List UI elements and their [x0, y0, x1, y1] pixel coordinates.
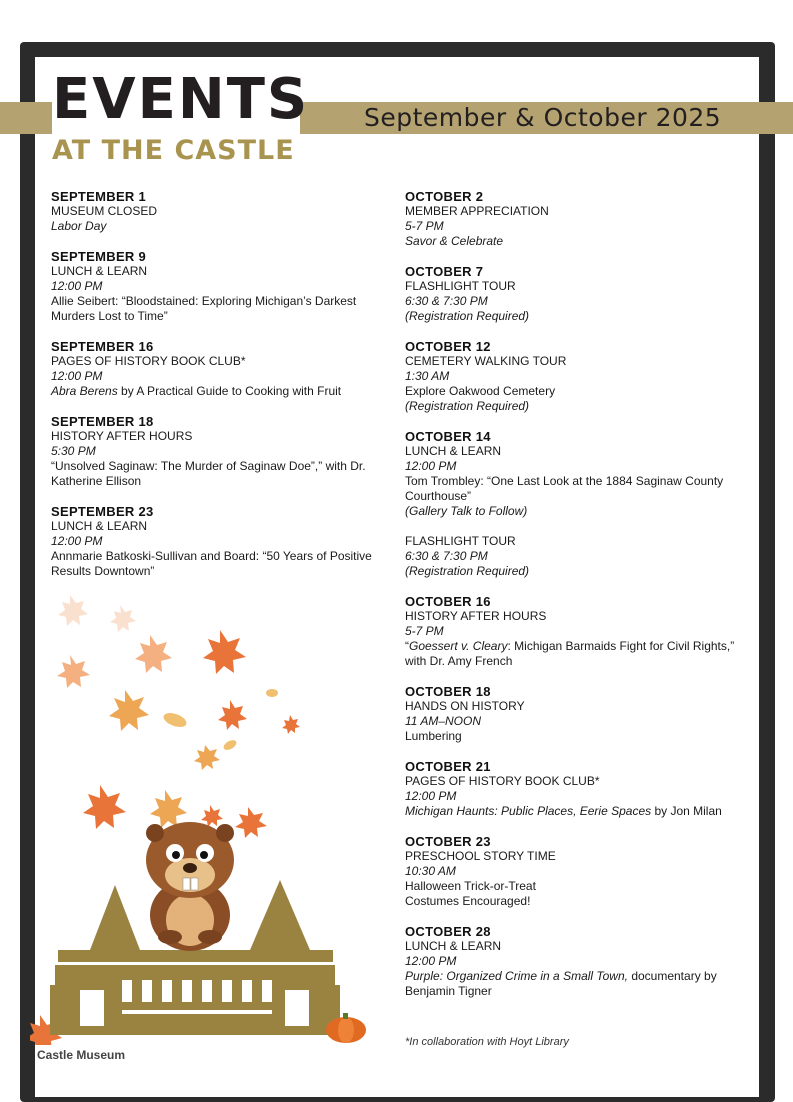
event-description: Lumbering — [405, 729, 462, 743]
event-time: 5-7 PM — [405, 624, 444, 638]
event-note: Savor & Celebrate — [405, 234, 504, 248]
film-detail: documentary by Benjamin Tigner — [405, 969, 717, 998]
event-description — [405, 804, 750, 819]
event-time: 12:00 PM — [405, 954, 457, 968]
event-oct-2 — [405, 189, 750, 249]
event-date: OCTOBER 18 — [405, 684, 491, 699]
event-date: OCTOBER 28 — [405, 924, 491, 939]
event-time: 6:30 & 7:30 PM — [405, 294, 488, 308]
talk-detail: : Michigan Barmaids Fight for Civil Rights,” with Dr. Amy French — [405, 639, 735, 668]
title-at-the-castle: AT THE CASTLE — [52, 135, 295, 166]
october-column — [405, 189, 750, 1014]
leaf-icon — [218, 700, 247, 730]
event-oct-14 — [405, 429, 750, 579]
book-author: by A Practical Guide to Cooking with Fruit — [117, 384, 342, 398]
case-title: Goessert v. Cleary — [409, 639, 508, 653]
event-sep-1 — [51, 189, 381, 234]
event-sep-9 — [51, 249, 381, 324]
book-title: Michigan Haunts: Public Places, Eerie Spaces — [405, 804, 652, 818]
event-title: PAGES OF HISTORY BOOK CLUB* — [51, 354, 246, 368]
leaf-icon — [201, 805, 223, 827]
event-time: 10:30 AM — [405, 864, 456, 878]
date-range: September & October 2025 — [364, 103, 722, 132]
event-title: LUNCH & LEARN — [405, 444, 502, 458]
event-title: MUSEUM CLOSED — [51, 204, 158, 218]
event-title: CEMETERY WALKING TOUR — [405, 354, 567, 368]
event-description — [405, 969, 750, 999]
event-title: HISTORY AFTER HOURS — [405, 609, 547, 623]
event-time: 12:00 PM — [51, 369, 103, 383]
leaf-icon — [109, 690, 149, 731]
event-time: 12:00 PM — [51, 534, 103, 548]
event-oct-7 — [405, 264, 750, 324]
event-date: OCTOBER 23 — [405, 834, 491, 849]
event-note: Labor Day — [51, 219, 107, 233]
autumn-illustration — [30, 585, 375, 1045]
leaf-icon — [58, 595, 88, 626]
leaf-icon — [222, 738, 238, 752]
book-title: Abra Berens — [51, 384, 118, 398]
book-author: by Jon Milan — [651, 804, 722, 818]
leaf-icon — [203, 630, 246, 674]
event-oct-21 — [405, 759, 750, 819]
event-description: Annmarie Batkoski-Sullivan and Board: “50 Years of Positive Results Downtown” — [51, 549, 372, 578]
event-note: (Registration Required) — [405, 564, 530, 578]
event-description: Halloween Trick-or-Treat — [405, 879, 536, 893]
leaf-icon — [57, 655, 90, 688]
leaf-icon — [235, 807, 267, 838]
event-date: OCTOBER 21 — [405, 759, 491, 774]
event-time: 12:00 PM — [51, 279, 103, 293]
beaver-mascot — [146, 822, 234, 951]
event-date: OCTOBER 2 — [405, 189, 484, 204]
event-date: SEPTEMBER 23 — [51, 504, 154, 519]
event-time: 6:30 & 7:30 PM — [405, 549, 488, 563]
event-oct-16 — [405, 594, 750, 669]
event-description: Explore Oakwood Cemetery — [405, 384, 556, 398]
event-time: 12:00 PM — [405, 459, 457, 473]
event-oct-28 — [405, 924, 750, 999]
event-date: OCTOBER 12 — [405, 339, 491, 354]
event-title: LUNCH & LEARN — [405, 939, 502, 953]
event-title: LUNCH & LEARN — [51, 264, 148, 278]
event-oct-18 — [405, 684, 750, 744]
event-sep-16 — [51, 339, 381, 399]
footnote: *In collaboration with Hoyt Library — [405, 1036, 569, 1048]
event-description — [405, 639, 750, 669]
event-description: “Unsolved Saginaw: The Murder of Saginaw Doe”,” with Dr. Katherine Ellison — [51, 459, 366, 488]
event-date: OCTOBER 7 — [405, 264, 484, 279]
leaf-icon — [162, 710, 189, 729]
event-time: 5-7 PM — [405, 219, 444, 233]
event-oct-12 — [405, 339, 750, 414]
event-title: FLASHLIGHT TOUR — [405, 279, 516, 293]
event-sep-18 — [51, 414, 381, 489]
event-description-2: Costumes Encouraged! — [405, 894, 531, 908]
event-title: FLASHLIGHT TOUR — [405, 534, 516, 548]
leaf-icon — [83, 785, 126, 829]
event-description: Allie Seibert: “Bloodstained: Exploring Michigan’s Darkest Murders Lost to Time” — [51, 294, 357, 323]
event-title: PAGES OF HISTORY BOOK CLUB* — [405, 774, 600, 788]
event-time: 12:00 PM — [405, 789, 457, 803]
event-date: OCTOBER 16 — [405, 594, 491, 609]
film-title: Purple: Organized Crime in a Small Town, — [405, 969, 628, 983]
gold-bar-left — [0, 102, 52, 134]
leaf-icon — [266, 689, 278, 697]
leaf-icon — [135, 635, 172, 673]
castle-museum-logo: Castle Museum — [37, 1048, 126, 1062]
event-time: 1:30 AM — [405, 369, 450, 383]
event-title: LUNCH & LEARN — [51, 519, 148, 533]
event-date: SEPTEMBER 16 — [51, 339, 154, 354]
event-title: MEMBER APPRECIATION — [405, 204, 549, 218]
leaf-icon — [194, 745, 220, 770]
event-oct-23 — [405, 834, 750, 909]
title-events: EVENTS — [52, 67, 310, 132]
event-description — [51, 384, 381, 399]
leaf-icon — [110, 605, 136, 632]
event-title: HISTORY AFTER HOURS — [51, 429, 193, 443]
event-note: (Registration Required) — [405, 309, 530, 323]
quote-mark: “ — [405, 639, 409, 653]
event-date: OCTOBER 14 — [405, 429, 491, 444]
september-column — [51, 189, 381, 594]
event-date: SEPTEMBER 9 — [51, 249, 147, 264]
event-time: 5:30 PM — [51, 444, 96, 458]
event-title: PRESCHOOL STORY TIME — [405, 849, 556, 863]
event-title: HANDS ON HISTORY — [405, 699, 525, 713]
leaf-icon — [150, 790, 187, 828]
event-time: 11 AM–NOON — [405, 714, 482, 728]
event-date: SEPTEMBER 1 — [51, 189, 147, 204]
event-date: SEPTEMBER 18 — [51, 414, 154, 429]
event-sep-23 — [51, 504, 381, 579]
event-description: Tom Trombley: “One Last Look at the 1884 Saginaw County Courthouse” — [405, 474, 724, 503]
event-note: (Gallery Talk to Follow) — [405, 504, 528, 518]
event-note: (Registration Required) — [405, 399, 530, 413]
leaf-icon — [282, 715, 300, 734]
